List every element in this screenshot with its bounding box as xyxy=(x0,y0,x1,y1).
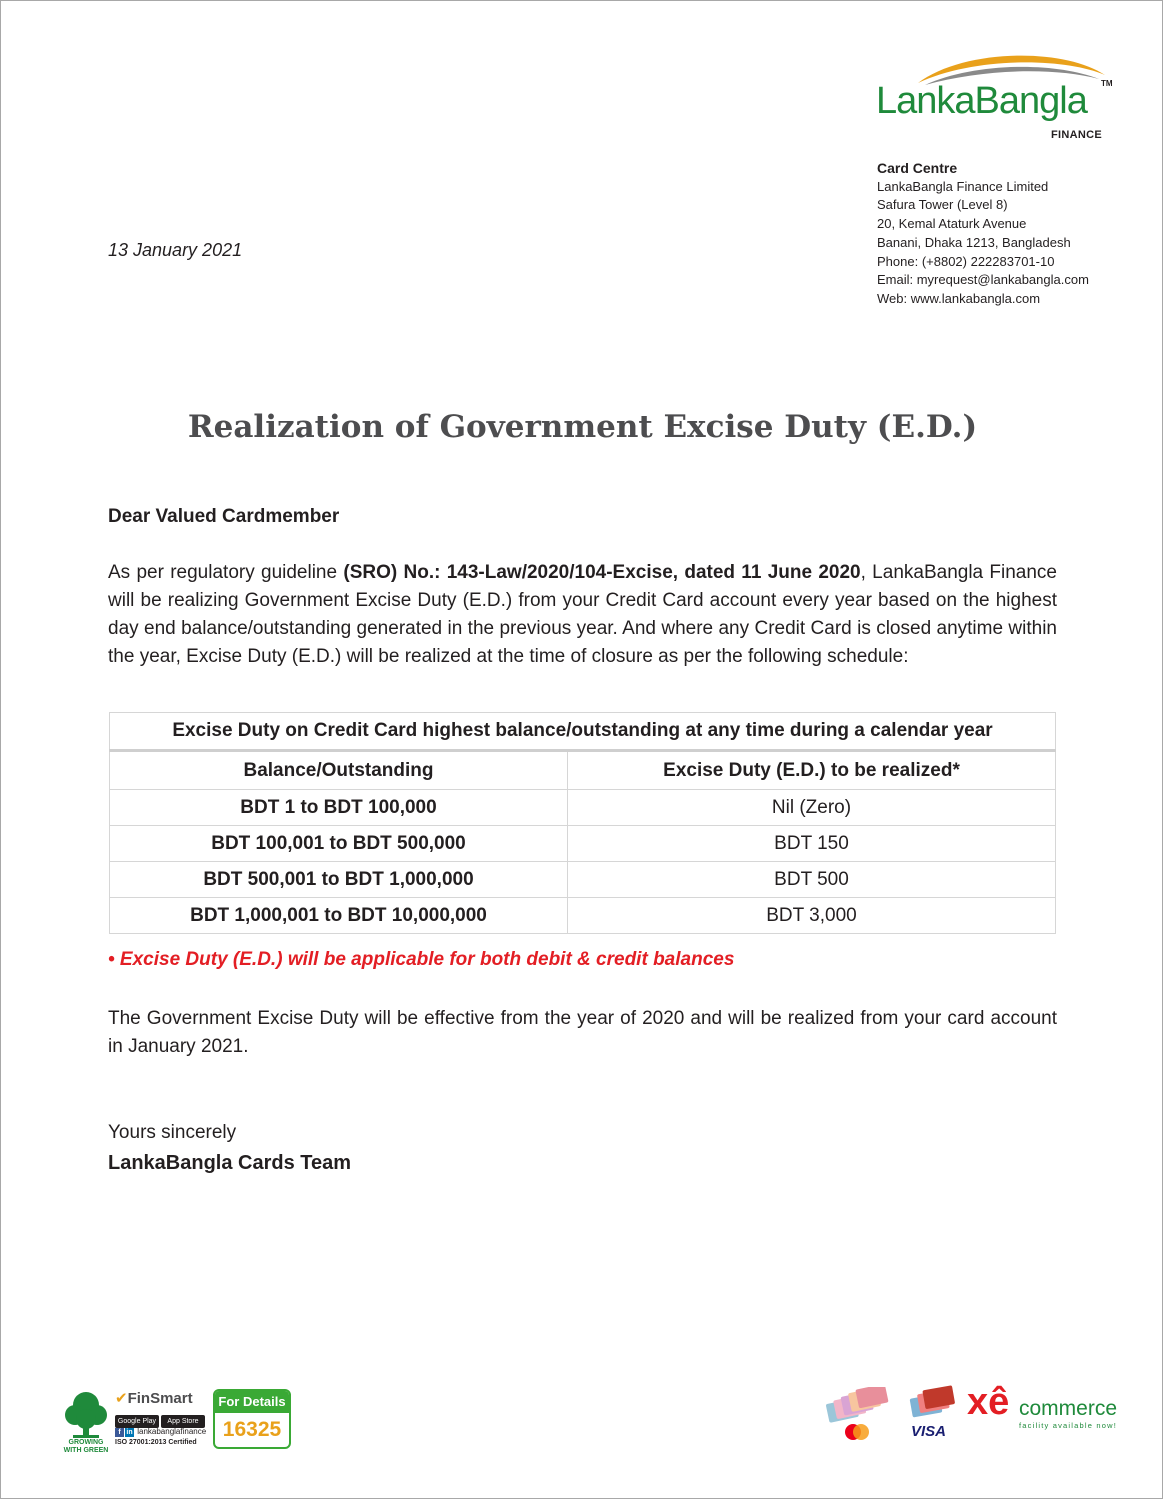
social-handle xyxy=(115,1427,206,1437)
visa-cards-icon xyxy=(907,1385,957,1425)
cell-range: BDT 100,001 to BDT 500,000 xyxy=(110,826,568,862)
ecommerce-e-icon: xê xyxy=(967,1381,1010,1423)
growing-with-green-label: GROWING WITH GREEN xyxy=(63,1439,109,1454)
visa-logo: VISA xyxy=(911,1423,947,1440)
table-row xyxy=(110,898,1056,934)
app-store-badges xyxy=(115,1410,207,1428)
finsmart-label: FinSmart xyxy=(127,1390,193,1407)
cell-duty: BDT 500 xyxy=(568,862,1056,898)
header-duty: Excise Duty (E.D.) to be realized* xyxy=(568,751,1056,790)
table-header-row xyxy=(110,751,1056,790)
excise-duty-table xyxy=(109,712,1056,934)
cell-range: BDT 500,001 to BDT 1,000,000 xyxy=(110,862,568,898)
mastercard-icon xyxy=(843,1423,871,1441)
sender-address xyxy=(877,159,1089,309)
footer-right xyxy=(821,1379,1121,1449)
linkedin-icon[interactable]: in xyxy=(126,1429,133,1436)
finsmart-brand xyxy=(115,1389,193,1407)
cell-range: BDT 1,000,001 to BDT 10,000,000 xyxy=(110,898,568,934)
app-store-badge[interactable]: App Store xyxy=(161,1415,205,1428)
facebook-icon[interactable]: f xyxy=(115,1428,124,1437)
social-handle-text: lankabanglafinance xyxy=(137,1427,207,1436)
applicability-note: • Excise Duty (E.D.) will be applicable for both debit & credit balances xyxy=(108,949,735,970)
letter-date: 13 January 2021 xyxy=(108,240,243,260)
address-line: Banani, Dhaka 1213, Bangladesh xyxy=(877,234,1071,250)
body-paragraph-1 xyxy=(108,559,1057,671)
body-paragraph-2: The Government Excise Duty will be effective from the year of 2020 and will be realized from your card account in January 2021. xyxy=(108,1008,1057,1057)
address-phone: Phone: (+8802) 222283701-10 xyxy=(877,253,1055,269)
cell-duty: BDT 3,000 xyxy=(568,898,1056,934)
table-row xyxy=(110,826,1056,862)
address-line: LankaBangla Finance Limited xyxy=(877,178,1049,194)
signature: LankaBangla Cards Team xyxy=(108,1152,352,1174)
address-heading: Card Centre xyxy=(877,160,958,176)
cell-duty: Nil (Zero) xyxy=(568,790,1056,826)
letter-title: Realization of Government Excise Duty (E.D.) xyxy=(187,409,978,445)
header-balance: Balance/Outstanding xyxy=(110,751,568,790)
hotline-label: For Details xyxy=(215,1391,289,1413)
hotline-box xyxy=(213,1389,291,1449)
logo-trademark: TM xyxy=(1101,79,1113,88)
table-row xyxy=(110,790,1056,826)
cell-range: BDT 1 to BDT 100,000 xyxy=(110,790,568,826)
table-caption: Excise Duty on Credit Card highest balance/outstanding at any time during a calendar year xyxy=(110,713,1056,751)
ecommerce-sublabel: facility available now! xyxy=(1019,1421,1118,1430)
logo-wordmark: LankaBangla xyxy=(876,80,1087,122)
ecommerce-logo xyxy=(967,1381,1117,1437)
mastercard-cards-icon xyxy=(821,1387,901,1427)
lankabangla-logo xyxy=(873,49,1113,147)
closing-line: Yours sincerely xyxy=(108,1122,237,1143)
address-line: 20, Kemal Ataturk Avenue xyxy=(877,216,1027,232)
ecommerce-label: commerce xyxy=(1019,1397,1118,1420)
salutation: Dear Valued Cardmember xyxy=(108,506,340,527)
google-play-badge[interactable]: Google Play xyxy=(115,1415,159,1428)
paragraph-lead: As per regulatory guideline xyxy=(108,562,344,583)
address-web: Web: www.lankabangla.com xyxy=(877,290,1041,306)
paragraph-rest: , LankaBangla Finance will be realizing Government Excise Duty (E.D.) from your Credit Card account every year based on the highest day end balance/outstanding generated in the previous year. And where any Credit Card is closed anytime within the year, Excise Duty (E.D.) will be realized at the time of closure as per the following schedule: xyxy=(108,562,1057,667)
regulatory-reference: (SRO) No.: 143-Law/2020/104-Excise, dated 11 June 2020 xyxy=(343,562,861,583)
table-row xyxy=(110,862,1056,898)
finsmart-check-icon: ✔ xyxy=(115,1390,128,1407)
address-email: Email: myrequest@lankabangla.com xyxy=(877,272,1089,288)
footer-left xyxy=(63,1387,298,1459)
cell-duty: BDT 150 xyxy=(568,826,1056,862)
letter-closing xyxy=(108,1117,351,1179)
table-caption-row xyxy=(110,713,1056,751)
iso-certification: ISO 27001:2013 Certified xyxy=(115,1439,197,1446)
hotline-number[interactable]: 16325 xyxy=(222,1418,282,1441)
address-line: Safura Tower (Level 8) xyxy=(877,197,1008,213)
logo-subtitle: FINANCE xyxy=(1051,129,1102,141)
